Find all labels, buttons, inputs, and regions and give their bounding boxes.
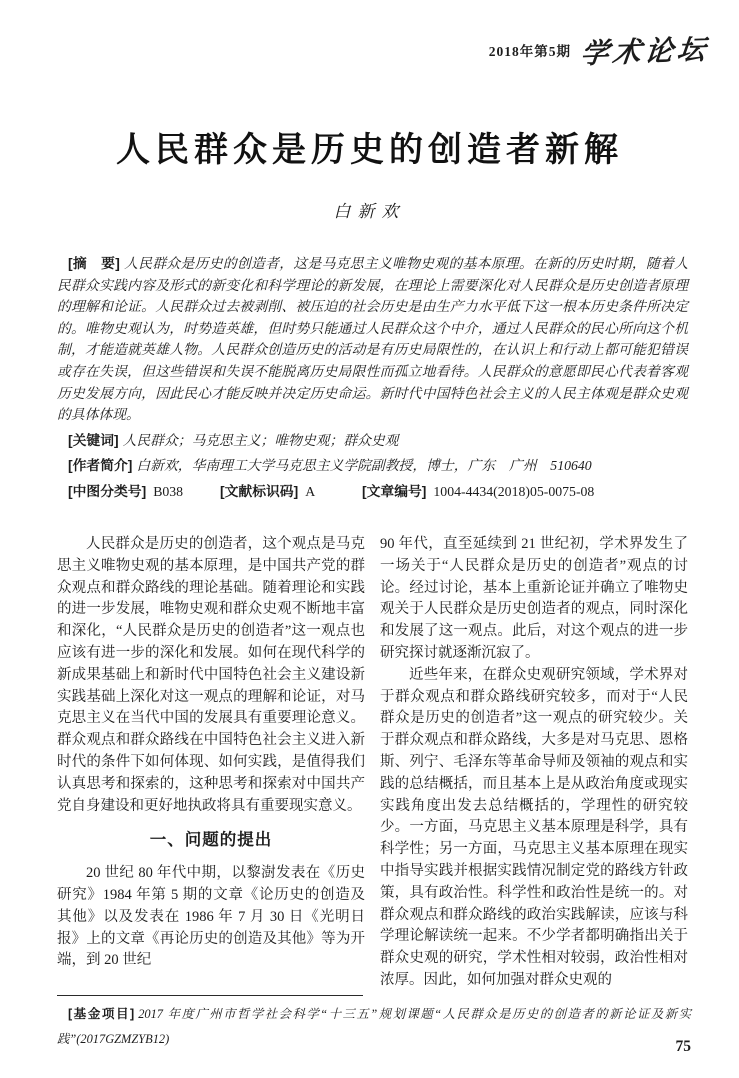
section-1-heading: 一、问题的提出 <box>149 831 273 850</box>
keywords-text: 人民群众；马克思主义；唯物史观；群众史观 <box>122 432 399 448</box>
keywords-label: [关键词] <box>68 432 119 448</box>
body-column-right <box>380 534 688 992</box>
recent-research-paragraph: 近些年来，在群众史观研究领域，学术界对于群众观点和群众路线研究较多，而对于“人民群众是历史的创造者”这一观点的研究较少。关于群众观点和群众路线，大多是对马克思、恩格斯、列宁、毛泽东等革命导师及领袖的观点和实践的总结概括，而且基本上是从政治角度或现实实践角度出发去总结概括的，学理性的研究较少。一方面，马克思主义基本原理是科学，具有科学性；另一方面，马克思主义基本原理在现实中指导实践并根据实践情况制定党的路线方针政策，具有政治性。科学性和政治性是统一的。对群众观点和群众路线的政治实践解读，应该与科学理论解读统一起来。不少学者都明确指出关于群众史观的研究，学术性相对较弱，政治性相对浓厚。因此，如何加强对群众史观的 <box>380 666 688 988</box>
journal-issue: 2018年第5期 <box>488 44 571 59</box>
front-matter <box>57 253 688 503</box>
article-title: 人民群众是历史的创造者新解 <box>116 131 623 169</box>
body-column-left <box>57 534 365 992</box>
funding-text: 2017 年度广州市哲学社会科学“十三五”规划课题“人民群众是历史的创造者的新论证及新实践”(2017GZMZYB12) <box>57 1007 691 1046</box>
author-bio-text: 白新欢，华南理工大学马克思主义学院副教授，博士，广东 广州 510640 <box>136 458 592 474</box>
article-id-group <box>362 481 688 503</box>
clc-value: B038 <box>153 483 184 499</box>
clc-group <box>68 481 220 503</box>
journal-header <box>489 30 709 70</box>
doc-code-group <box>220 481 362 503</box>
classification-row <box>57 481 688 503</box>
doc-code-label: [文献标识码] <box>220 483 299 499</box>
article-author: 白新欢 <box>333 202 406 221</box>
journal-logo: 学术论坛 <box>578 34 711 71</box>
funding-label: [基金项目] <box>68 1007 135 1021</box>
history-paragraph-right: 90 年代，直至延续到 21 世纪初，学术界发生了一场关于“人民群众是历史的创造者”观点的讨论。经过讨论，基本上重新论证并确立了唯物史观关于人民群众是历史创造者的观点，同时深化和发展了这一观点。此后，对这个观点的进一步研究探讨就逐渐沉寂了。 <box>380 536 688 661</box>
doc-code-value: A <box>305 483 316 499</box>
article-id-label: [文章编号] <box>362 483 427 499</box>
author-bio-label: [作者简介] <box>68 458 133 474</box>
footnote-divider <box>57 995 363 996</box>
funding-footnote <box>57 1002 691 1052</box>
article-id-value: 1004-4434(2018)05-0075-08 <box>433 483 595 499</box>
clc-label: [中图分类号] <box>68 483 147 499</box>
author-bio-line <box>57 455 688 477</box>
intro-paragraph: 人民群众是历史的创造者，这个观点是马克思主义唯物史观的基本原理，是中国共产党的群众观点和群众路线的理论基础。随着理论和实践的进一步发展，唯物史观和群众史观不断地丰富和深化，“人民群众是历史的创造者”这一观点也应该有进一步的深化和发展。如何在现代科学的新成果基础上和新时代中国特色社会主义建设新实践基础上深化对这一观点的理解和论证，对马克思主义在当代中国的发展具有重要理论意义。群众观点和群众路线在中国特色社会主义进入新时代的条件下如何体现、如何实践，是值得我们认真思考和探索的，这种思考和探索对中国共产党自身建设和更好地执政将具有重要现实意义。 <box>57 536 365 814</box>
history-paragraph-left: 20 世纪 80 年代中期，以黎澍发表在《历史研究》1984 年第 5 期的文章《论历史的创造及其他》以及发表在 1986 年 7 月 30 日《光明日报》上的文章《再论历史的创造及其他》等为开端，到 20 世纪 <box>57 865 365 969</box>
keywords-line <box>57 430 688 452</box>
funding-footnote-text <box>57 1002 691 1052</box>
abstract-text: 人民群众是历史的创造者，这是马克思主义唯物史观的基本原理。在新的历史时期，随着人民群众实践内容及形式的新变化和科学理论的新发展，在理论上需要深化对人民群众是历史创造者原理的理解和论证。人民群众过去被剥削、被压迫的社会历史是由生产力水平低下这一根本历史条件所决定的。唯物史观认为，时势造英雄，但时势只能通过人民群众这个中介，通过人民群众的民心所向这个机制，才能造就英雄人物。人民群众创造历史的活动是有历史局限性的，在认识上和行动上都可能犯错误或存在失误，但这些错误和失误不能脱离历史局限性而孤立地看待。人民群众的意愿即民心代表着客观历史发展方向，因此民心才能反映并决定历史命运。新时代中国特色社会主义的人民主体观是群众史观的具体体现。 <box>57 256 688 423</box>
page-number: 75 <box>675 1038 691 1055</box>
abstract-paragraph <box>57 253 688 426</box>
abstract-label: [摘 要] <box>68 256 120 271</box>
body-columns <box>57 534 688 992</box>
